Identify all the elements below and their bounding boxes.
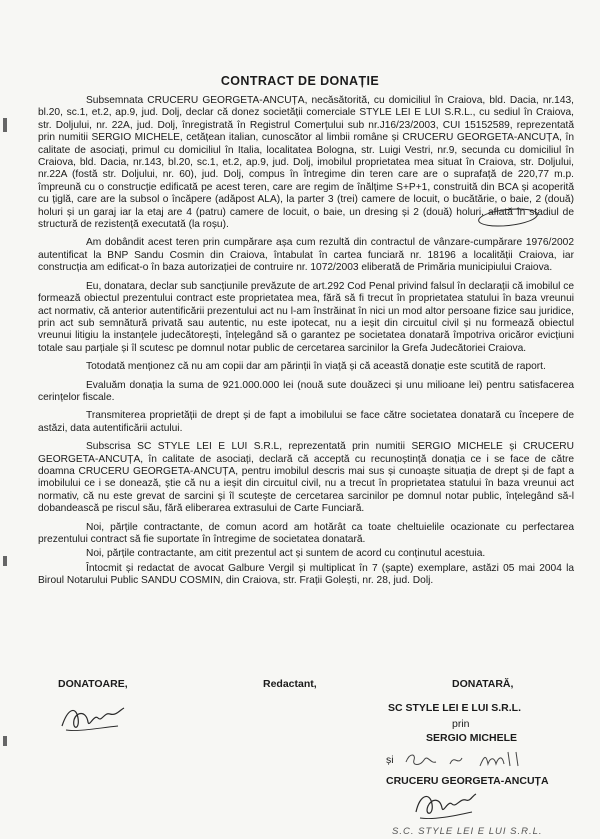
representative-signature	[400, 748, 530, 772]
document-title: CONTRACT DE DONAȚIE	[220, 74, 380, 88]
prin-label: prin	[452, 718, 470, 730]
donee-label: DONATARĂ,	[452, 678, 514, 690]
donee-company: SC STYLE LEI E LUI S.R.L.	[388, 702, 522, 714]
scan-edge-mark	[3, 736, 7, 746]
and-label: și	[386, 754, 394, 766]
donor-signature	[58, 700, 128, 736]
paragraph-7: Subscrisa SC STYLE LEI E LUI S.R.L, reprezentată prin numitii SERGIO MICHELE și CRUCERU GEORGETA-ANCUȚA, în calitate de asociați, declară că acceptă cu recunoștință donația ce i se face de către doamna CRUCERU GEORGETA-ANCUȚA, pentru imobilul descris mai sus și cunoaște situația de drept și de fapt a imobilului ce i se donează, știe că nu a ieșit din circuitul civil, nu a trecut în proprietatea statului în baza vreunui act normativ, că nu este grevat de sarcini și îl scutește de cercetarea sarcinilor pe domnul notar public, înțelegând să-l dobandească pe riscul său, fără eliberarea extrasului de Carte Funciară.	[38, 441, 574, 515]
paragraph-4: Totodată menționez că nu am copii dar am părinții în viață și că această donație este scutită de raport.	[86, 361, 546, 373]
paragraph-5: Evaluăm donația la suma de 921.000.000 lei (nouă sute douăzeci și unu milioane lei) pentru satisfacerea cerințelor fiscale.	[38, 379, 574, 403]
contract-body	[38, 95, 574, 590]
paragraph-6: Transmiterea proprietății de drept și de fapt a imobilului se face către societatea donatară cu începere de astăzi, data autentificării actului.	[38, 410, 574, 434]
paragraph-9: Noi, părțile contractante, am citit prezentul act și suntem de acord cu conținutul acestuia.	[86, 548, 486, 560]
partial-stamp-text: S.C. STYLE LEI E LUI S.R.L.	[392, 826, 543, 837]
paragraph-3: Eu, donatara, declar sub sancțiunile prevăzute de art.292 Cod Penal privind falsul în declarații că imobilul ce formează obiectul prezentului contract este proprietatea mea, fără să fi trecut în proprietatea statului în baza vreunui act normativ, că anterior autentificării prezentului act nu l-am înstrăinat în nici un mod altor persoane fizice sau juridice, prin act sub semnătură privată sau autentic, nu este ipotecat, nu a ieșit din circuitul civil și nu formează obiectul vreunui litigiu la instanțele judecătorești, înțelegând să o garantez pe societatea donatară împotriva oricăror evicțiuni totale sau parțiale și îl scutesc pe domnul notar public de cercetarea sarcinilor la Grefa Judecătoriei Craiova.	[38, 280, 574, 354]
paragraph-1: Subsemnata CRUCERU GEORGETA-ANCUȚA, necăsătorită, cu domiciliul în Craiova, bld. Dacia, nr.143, bl.20, sc.1, et.2, ap.9, jud. Dolj, declar că donez societății comerciale STYLE LEI E LUI S.R.L., cu sediul în Craiova, str. Doljului, nr. 22A, jud. Dolj, înregistrată în Registrul Comerțului sub nr.J16/23/2003, CUI 15152589, reprezentată prin numitii SERGIO MICHELE, cetățean italian, cunoscător al limbii române și CRUCERU GEORGETA-ANCUȚA, în calitate de asociați, primul cu domiciliul în Italia, localitatea Bologna, str. Luigi Vestri, nr.9, secunda cu domiciliul în Craiova, bld. Dacia, nr.143, bl.20, sc.1, et.2, ap.9, jud. Dolj, imobilul proprietatea mea situat în Craiova, str. Doljului, nr.22A (fostă str. Doljului, nr. 60), jud. Dolj, compus în întregime din teren care are o suprafață de 220,77 m.p. împreună cu o construcție edificată pe acest teren, care are regim de înălțime S+P+1, construită din BCA și acoperită cu țiglă, care are la subsol o încăpere (adăpost ALA), la parter 3 (trei) camere de locuit, o bucătărie, o baie, 2 (două) holuri și un garaj iar la etaj are 4 (patru) camere de locuit, o baie, un dresing și 2 (două) holuri, aflată în stadiul de structură de rezistență executată (la roșu).	[38, 95, 574, 231]
donor-label: DONATOARE,	[58, 678, 128, 690]
paragraph-8: Noi, părțile contractante, de comun acord am hotărât ca toate cheltuielile ocazionate cu perfectarea prezentului contract să fie suportate în întregime de societatea donatară.	[38, 521, 574, 545]
paragraph-2: Am dobândit acest teren prin cumpărare așa cum rezultă din contractul de vânzare-cumpărare 1976/2002 autentificat la BNP Sandu Cosmin din Craiova, întabulat în cartea funciară nr. 18196 a localității Craiova, iar construcția am edificat-o în baza autorizației de contruire nr. 1072/2003 eliberată de Primăria municipiului Craiova.	[38, 237, 574, 274]
representative-name: SERGIO MICHELE	[426, 732, 518, 744]
drafter-label: Redactant,	[263, 678, 317, 690]
scan-edge-mark	[3, 118, 7, 132]
second-signatory-signature	[410, 788, 480, 824]
paragraph-10: Întocmit și redactat de avocat Galbure Vergil și multiplicat în 7 (șapte) exemplare, astăzi 05 mai 2004 la Biroul Notarului Public SANDU COSMIN, din Craiova, str. Frații Golești, nr. 28, jud. Dolj.	[38, 562, 574, 587]
scan-edge-mark	[3, 556, 7, 566]
second-signatory-name: CRUCERU GEORGETA-ANCUȚA	[386, 775, 549, 787]
